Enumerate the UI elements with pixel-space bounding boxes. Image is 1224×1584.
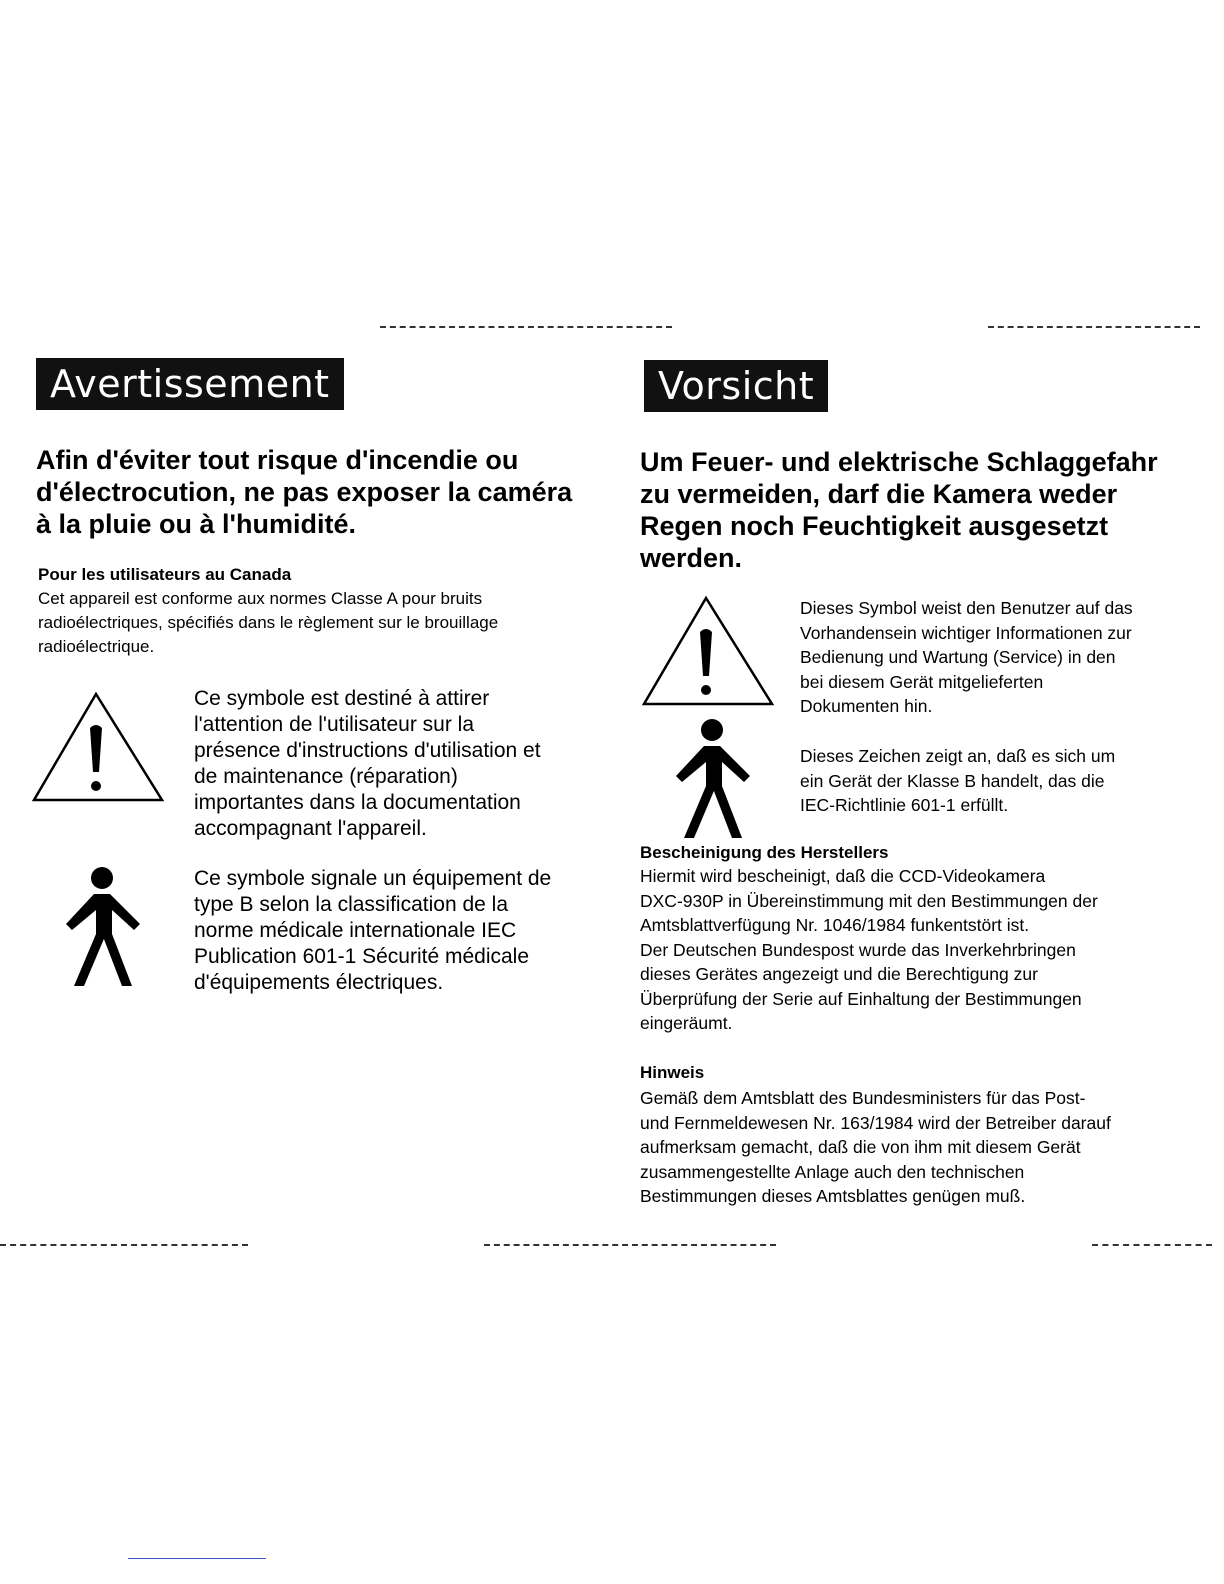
- german-symbol1-line: bei diesem Gerät mitgelieferten: [800, 671, 1044, 692]
- german-warning-line: Regen noch Feuchtigkeit ausgesetzt: [640, 511, 1109, 541]
- type-b-person-icon: [672, 718, 756, 840]
- french-warning-line: d'électrocution, ne pas exposer la caméra: [36, 477, 573, 507]
- note-text: [640, 1086, 1210, 1209]
- french-symbol1-line: importantes dans la documentation: [194, 791, 521, 814]
- footer-rule: [128, 1558, 266, 1559]
- warning-triangle-icon: [30, 690, 166, 806]
- note-line: aufmerksam gemacht, daß die von ihm mit diesem Gerät: [640, 1137, 1081, 1157]
- german-warning-line: zu vermeiden, darf die Kamera weder: [640, 479, 1118, 509]
- manufacturer-line: Amtsblattverfügung Nr. 1046/1984 funkentstört ist.: [640, 915, 1030, 935]
- german-symbol2-line: ein Gerät der Klasse B handelt, das die: [800, 770, 1105, 791]
- french-symbol2-line: Ce symbole signale un équipement de: [194, 867, 552, 890]
- french-symbol1-line: de maintenance (réparation): [194, 765, 458, 788]
- french-warning-line: à la pluie ou à l'humidité.: [36, 509, 356, 539]
- warning-triangle-icon: [640, 594, 776, 710]
- type-b-person-icon: [62, 866, 146, 988]
- manufacturer-line: Hiermit wird bescheinigt, daß die CCD-Videokamera: [640, 866, 1046, 886]
- canada-notice: [38, 587, 598, 659]
- french-symbol2-line: d'équipements électriques.: [194, 971, 444, 994]
- note-line: zusammengestellte Anlage auch den technischen: [640, 1161, 1025, 1182]
- french-symbol2-line: Publication 601-1 Sécurité médicale: [194, 945, 530, 968]
- manufacturer-text: [640, 864, 1210, 1036]
- manufacturer-line: dieses Gerätes angezeigt und die Berechtigung zur: [640, 964, 1038, 984]
- german-symbol1-line: Bedienung und Wartung (Service) in den: [800, 647, 1116, 667]
- german-warning: [640, 446, 1200, 574]
- canada-line: Cet appareil est conforme aux normes Classe A pour bruits: [38, 589, 483, 608]
- canada-heading: Pour les utilisateurs au Canada: [38, 565, 292, 584]
- french-symbol1-text: [194, 686, 584, 842]
- french-symbol1-line: Ce symbole est destiné à attirer: [194, 687, 490, 710]
- bottom-divider-right: [1092, 1244, 1212, 1246]
- manufacturer-heading: Bescheinigung des Herstellers: [640, 843, 889, 862]
- french-title: Avertissement: [36, 358, 344, 410]
- german-title: Vorsicht: [644, 360, 828, 412]
- french-symbol2-line: norme médicale internationale IEC: [194, 919, 517, 942]
- german-symbol1-line: Dokumenten hin.: [800, 696, 933, 716]
- canada-line: radioélectrique.: [38, 637, 155, 656]
- note-line: Gemäß dem Amtsblatt des Bundesministers für das Post-: [640, 1088, 1086, 1108]
- french-warning-line: Afin d'éviter tout risque d'incendie ou: [36, 445, 519, 475]
- note-line: Bestimmungen dieses Amtsblattes genügen muß.: [640, 1186, 1026, 1206]
- french-symbol1-line: l'attention de l'utilisateur sur la: [194, 713, 475, 736]
- french-warning: [36, 444, 596, 540]
- note-line: und Fernmeldewesen Nr. 163/1984 wird der Betreiber darauf: [640, 1112, 1111, 1133]
- note-heading: Hinweis: [640, 1063, 705, 1082]
- german-symbol2-text: [800, 744, 1200, 818]
- bottom-divider-center: [484, 1244, 776, 1246]
- top-divider-left: [380, 326, 672, 328]
- top-divider-right: [988, 326, 1200, 328]
- german-symbol1-text: [800, 596, 1200, 719]
- german-symbol2-line: Dieses Zeichen zeigt an, daß es sich um: [800, 746, 1116, 766]
- manufacturer-line: eingeräumt.: [640, 1013, 733, 1033]
- german-symbol1-line: Vorhandensein wichtiger Informationen zur: [800, 622, 1132, 643]
- bottom-divider-left: [0, 1244, 248, 1246]
- manufacturer-line: DXC-930P in Übereinstimmung mit den Bestimmungen der: [640, 890, 1098, 911]
- manufacturer-line: Überprüfung der Serie auf Einhaltung der Bestimmungen: [640, 988, 1082, 1009]
- german-symbol1-line: Dieses Symbol weist den Benutzer auf das: [800, 598, 1133, 618]
- french-symbol1-line: présence d'instructions d'utilisation et: [194, 739, 541, 762]
- german-warning-line: Um Feuer- und elektrische Schlaggefahr: [640, 447, 1158, 477]
- german-symbol2-line: IEC-Richtlinie 601-1 erfüllt.: [800, 795, 1009, 815]
- french-symbol2-line: type B selon la classification de la: [194, 893, 509, 916]
- manufacturer-line: Der Deutschen Bundespost wurde das Inverkehrbringen: [640, 939, 1076, 960]
- french-symbol1-line: accompagnant l'appareil.: [194, 817, 427, 840]
- french-symbol2-text: [194, 866, 594, 996]
- german-warning-line: werden.: [640, 543, 743, 573]
- canada-line: radioélectriques, spécifiés dans le règlement sur le brouillage: [38, 613, 499, 632]
